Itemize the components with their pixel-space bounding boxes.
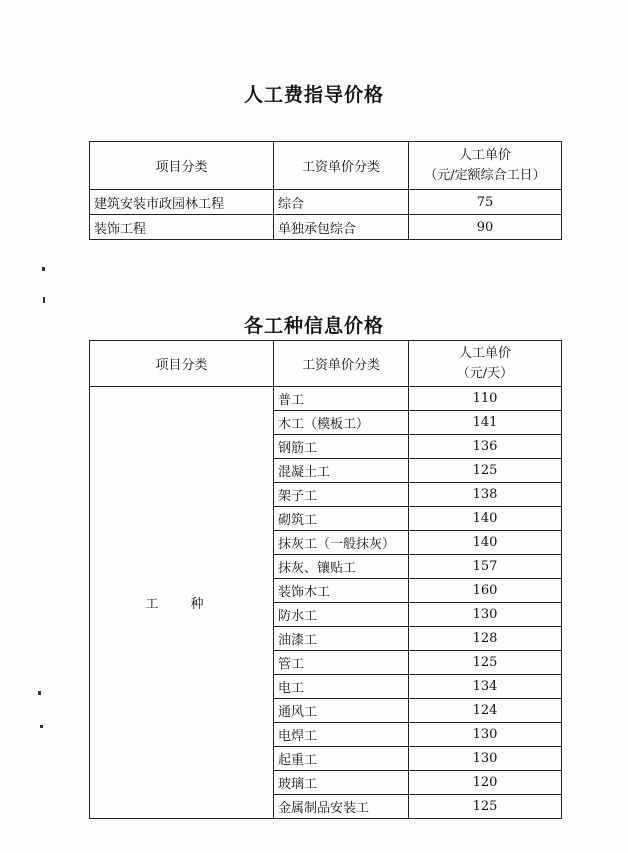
trade-info-price-table	[89, 340, 562, 819]
cell-price: 125	[409, 651, 562, 675]
scan-speck	[40, 725, 43, 728]
scan-speck	[38, 691, 41, 695]
header-unit-price-line2: （元/天）	[456, 365, 514, 381]
cell-wage-type: 综合	[274, 190, 409, 215]
cell-price: 120	[409, 771, 562, 795]
cell-price: 75	[409, 190, 562, 215]
cell-wage-type: 装饰木工	[274, 579, 409, 603]
header-project-category: 项目分类	[90, 341, 274, 387]
header-unit-price	[409, 341, 562, 387]
table-header-row	[90, 341, 562, 387]
table-row	[90, 215, 562, 240]
cell-price: 124	[409, 699, 562, 723]
cell-wage-type: 管工	[274, 651, 409, 675]
cell-wage-type: 木工（模板工）	[274, 411, 409, 435]
cell-price: 130	[409, 603, 562, 627]
table-row	[90, 190, 562, 215]
table-row	[90, 387, 562, 411]
cell-category-trade: 工 种	[90, 387, 274, 819]
cell-wage-type: 抹灰工（一般抹灰）	[274, 531, 409, 555]
scan-speck	[42, 267, 45, 271]
cell-wage-type: 砌筑工	[274, 507, 409, 531]
header-wage-category: 工资单价分类	[274, 142, 409, 190]
cell-price: 141	[409, 411, 562, 435]
cell-wage-type: 架子工	[274, 483, 409, 507]
header-unit-price-line2: （元/定额综合工日）	[424, 167, 546, 183]
cell-category: 装饰工程	[90, 215, 274, 240]
cell-wage-type: 防水工	[274, 603, 409, 627]
section-title-trade-info-price: 各工种信息价格	[243, 315, 384, 337]
cell-wage-type: 普工	[274, 387, 409, 411]
cell-wage-type: 油漆工	[274, 627, 409, 651]
labor-guide-price-table	[89, 141, 562, 240]
cell-wage-type: 金属制品安装工	[274, 795, 409, 819]
cell-wage-type: 玻璃工	[274, 771, 409, 795]
cell-wage-type: 起重工	[274, 747, 409, 771]
cell-price: 136	[409, 435, 562, 459]
cell-price: 110	[409, 387, 562, 411]
cell-price: 134	[409, 675, 562, 699]
cell-price: 128	[409, 627, 562, 651]
cell-wage-type: 钢筋工	[274, 435, 409, 459]
cell-price: 140	[409, 531, 562, 555]
cell-wage-type: 抹灰、镶贴工	[274, 555, 409, 579]
cell-wage-type: 单独承包综合	[274, 215, 409, 240]
cell-wage-type: 电焊工	[274, 723, 409, 747]
cell-wage-type: 混凝土工	[274, 459, 409, 483]
cell-price: 130	[409, 723, 562, 747]
header-wage-category: 工资单价分类	[274, 341, 409, 387]
cell-price: 157	[409, 555, 562, 579]
section-title-labor-guide-price: 人工费指导价格	[243, 84, 384, 106]
cell-price: 130	[409, 747, 562, 771]
cell-price: 125	[409, 795, 562, 819]
header-unit-price	[409, 142, 562, 190]
table-header-row	[90, 142, 562, 190]
header-project-category: 项目分类	[90, 142, 274, 190]
cell-wage-type: 电工	[274, 675, 409, 699]
cell-price: 90	[409, 215, 562, 240]
cell-category: 建筑安装市政园林工程	[90, 190, 274, 215]
scan-speck	[43, 297, 45, 303]
cell-price: 160	[409, 579, 562, 603]
cell-wage-type: 通风工	[274, 699, 409, 723]
cell-price: 140	[409, 507, 562, 531]
cell-price: 125	[409, 459, 562, 483]
cell-price: 138	[409, 483, 562, 507]
header-unit-price-line1: 人工单价	[458, 345, 511, 361]
header-unit-price-line1: 人工单价	[458, 147, 511, 163]
